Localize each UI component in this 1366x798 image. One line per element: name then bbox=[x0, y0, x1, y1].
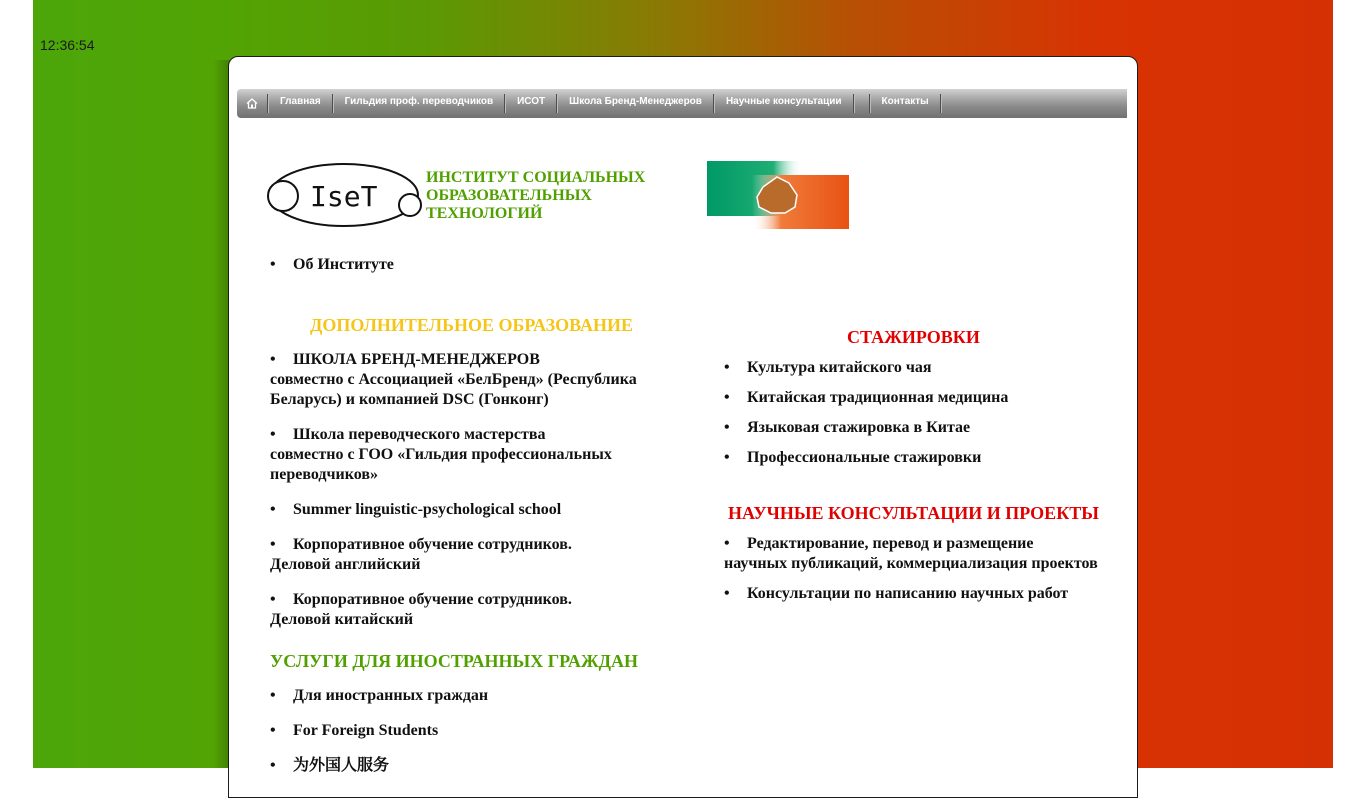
chinese-services-item[interactable] bbox=[270, 756, 389, 776]
bullet: • bbox=[724, 585, 730, 602]
bullet: • bbox=[270, 256, 276, 273]
internship-item[interactable] bbox=[724, 418, 970, 438]
brand-school-item[interactable] bbox=[270, 350, 637, 410]
item-label: Профессиональные стажировки bbox=[747, 449, 982, 466]
top-navigation bbox=[237, 89, 1127, 118]
corporate-chinese-item[interactable] bbox=[270, 590, 572, 630]
bullet: • bbox=[270, 757, 276, 774]
item-sub: совместно с Ассоциацией «БелБренд» (Республика bbox=[270, 371, 637, 388]
about-label: Об Институте bbox=[293, 256, 394, 273]
internship-item[interactable] bbox=[724, 388, 1008, 408]
nav-item-brand-school[interactable]: Школа Бренд-Менеджеров bbox=[569, 96, 702, 107]
item-label: Культура китайского чая bbox=[747, 359, 932, 376]
foreign-students-item[interactable] bbox=[270, 721, 438, 741]
bullet: • bbox=[724, 419, 730, 436]
item-head: Редактирование, перевод и размещение bbox=[747, 535, 1034, 552]
bullet: • bbox=[270, 426, 276, 443]
nav-item-contacts[interactable]: Контакты bbox=[881, 96, 929, 107]
internships-title: СТАЖИРОВКИ bbox=[847, 327, 980, 347]
nav-item-home[interactable]: Главная bbox=[280, 96, 321, 107]
internship-item[interactable] bbox=[724, 358, 932, 378]
item-sub: Деловой китайский bbox=[270, 611, 414, 628]
bullet: • bbox=[724, 359, 730, 376]
nav-item-translators-guild[interactable]: Гильдия проф. переводчиков bbox=[344, 96, 494, 107]
item-sub: переводчиков» bbox=[270, 466, 378, 483]
item-sub: научных публикаций, коммерциализация проектов bbox=[724, 555, 1098, 572]
item-head: ШКОЛА БРЕНД-МЕНЕДЖЕРОВ bbox=[293, 351, 540, 368]
item-head: Корпоративное обучение сотрудников. bbox=[293, 591, 572, 608]
item-sub: Деловой английский bbox=[270, 556, 421, 573]
logo-text: IseT bbox=[310, 180, 378, 213]
bullet: • bbox=[270, 536, 276, 553]
nav-empty-item[interactable] bbox=[855, 103, 869, 104]
nav-item-isot[interactable]: ИСОТ bbox=[517, 96, 546, 107]
consulting-item[interactable] bbox=[724, 584, 1068, 604]
bullet: • bbox=[270, 722, 276, 739]
bullet: • bbox=[270, 351, 276, 368]
item-head: Корпоративное обучение сотрудников. bbox=[293, 536, 572, 553]
item-head: Школа переводческого мастерства bbox=[293, 426, 546, 443]
additional-education-title: ДОПОЛНИТЕЛЬНОЕ ОБРАЗОВАНИЕ bbox=[310, 315, 634, 335]
item-label: Для иностранных граждан bbox=[293, 687, 489, 704]
belarus-flag-map-logo bbox=[707, 161, 849, 229]
bullet: • bbox=[724, 449, 730, 466]
home-icon[interactable] bbox=[237, 89, 267, 118]
consulting-item[interactable] bbox=[724, 534, 1098, 574]
consulting-title: НАУЧНЫЕ КОНСУЛЬТАЦИИ И ПРОЕКТЫ bbox=[728, 503, 1099, 523]
clock: 12:36:54 bbox=[40, 37, 95, 53]
item-label: For Foreign Students bbox=[293, 722, 439, 739]
item-label: Консультации по написанию научных работ bbox=[747, 585, 1069, 602]
bullet: • bbox=[724, 389, 730, 406]
translation-school-item[interactable] bbox=[270, 425, 612, 485]
item-label: Языковая стажировка в Китае bbox=[747, 419, 971, 436]
item-label: Китайская традиционная медицина bbox=[747, 389, 1009, 406]
nav-item-consulting[interactable]: Научные консультации bbox=[725, 96, 842, 107]
about-institute-link[interactable] bbox=[270, 255, 394, 275]
item-head: Summer linguistic-psychological school bbox=[293, 501, 562, 518]
item-sub: совместно с ГОО «Гильдия профессиональных bbox=[270, 446, 612, 463]
bullet: • bbox=[270, 687, 276, 704]
bullet: • bbox=[270, 591, 276, 608]
summer-school-item[interactable] bbox=[270, 500, 561, 520]
corporate-english-item[interactable] bbox=[270, 535, 572, 575]
iset-logo[interactable] bbox=[266, 160, 424, 230]
item-sub: Беларусь) и компанией DSC (Гонконг) bbox=[270, 391, 549, 408]
foreign-citizens-item[interactable] bbox=[270, 686, 488, 706]
nav-separator bbox=[940, 94, 942, 113]
bullet: • bbox=[724, 535, 730, 552]
institute-title: ИНСТИТУТ СОЦИАЛЬНЫХ ОБРАЗОВАТЕЛЬНЫХ ТЕХНОЛОГИЙ bbox=[426, 169, 646, 222]
item-label: 为外国人服务 bbox=[293, 757, 390, 774]
foreign-services-title: УСЛУГИ ДЛЯ ИНОСТРАННЫХ ГРАЖДАН bbox=[270, 651, 639, 671]
internship-item[interactable] bbox=[724, 448, 981, 468]
bullet: • bbox=[270, 501, 276, 518]
